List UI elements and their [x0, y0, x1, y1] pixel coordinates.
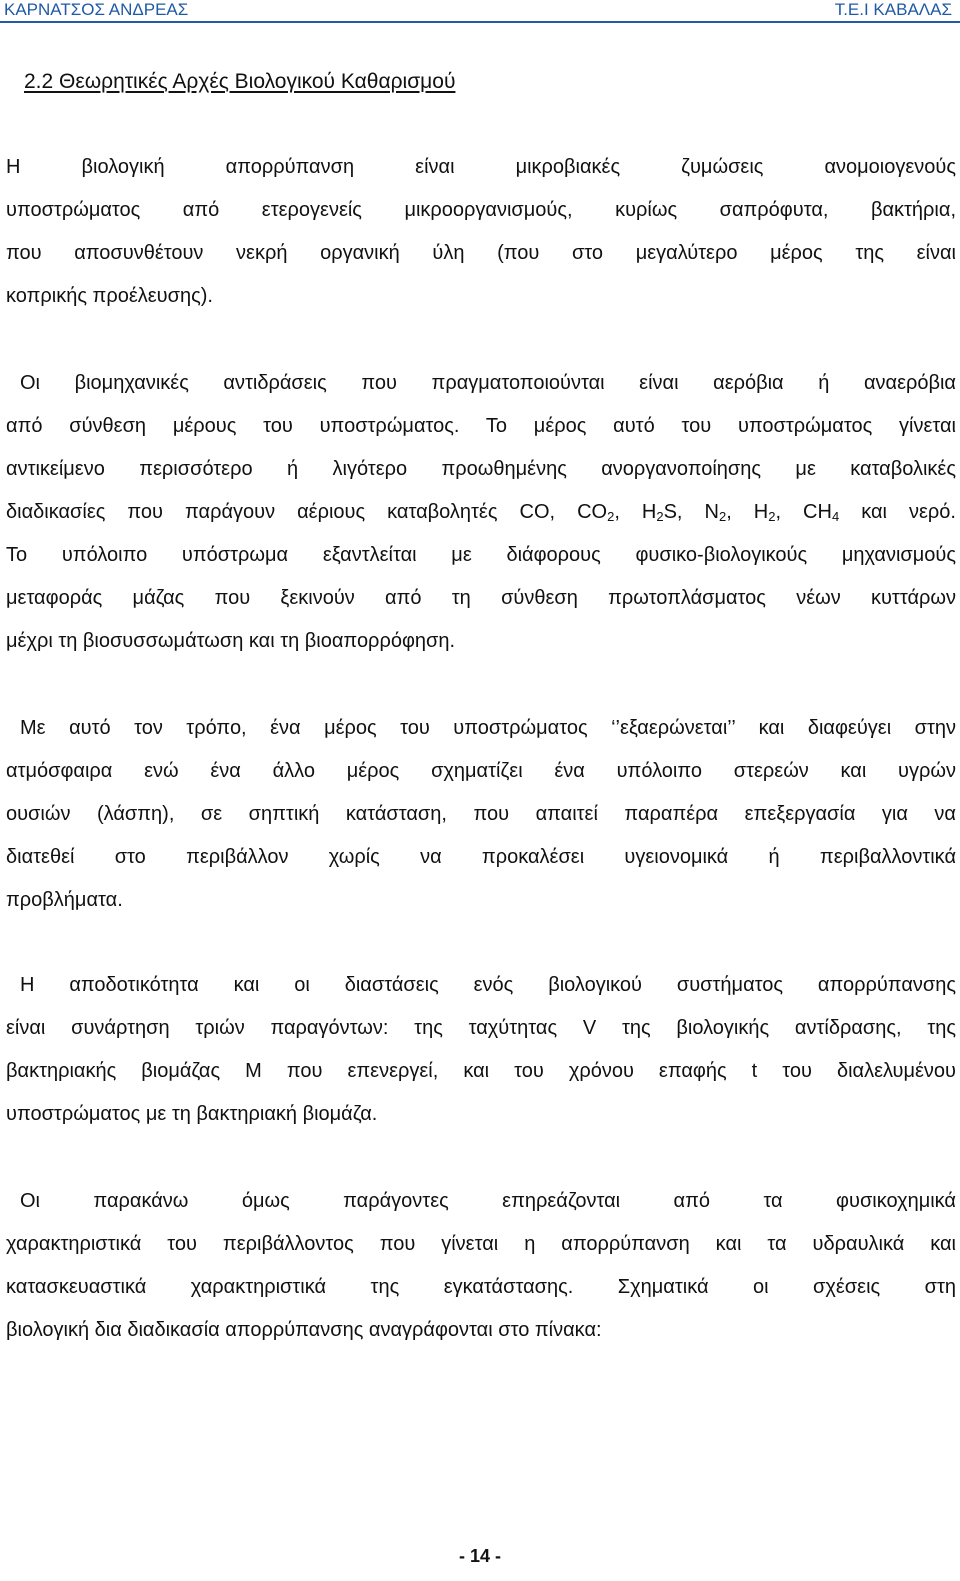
page-number-label: - 14 -: [458, 1546, 501, 1566]
text-line: Οι παρακάνω όμως παράγοντες επηρεάζονται από τα φυσικοχημικά: [20, 1190, 956, 1212]
section-title: 2.2 Θεωρητικές Αρχές Βιολογικού Καθαρισμού: [24, 70, 456, 93]
text-line: κοπρικής προέλευσης).: [6, 285, 213, 307]
header-institution: Τ.Ε.Ι ΚΑΒΑΛΑΣ: [834, 0, 952, 19]
text-line: υποστρώματος από ετερογενείς μικροοργανισμούς, κυρίως σαπρόφυτα, βακτήρια,: [6, 199, 956, 221]
text-line: βακτηριακής βιομάζας Μ που επενεργεί, και του χρόνου επαφής t του διαλελυμένου: [6, 1060, 956, 1082]
text-line: Η αποδοτικότητα και οι διαστάσεις ενός βιολογικού συστήματος απορρύπανσης: [20, 974, 956, 996]
text-line: βιολογική δια διαδικασία απορρύπανσης αναγράφονται στο πίνακα:: [6, 1319, 602, 1341]
text-line: μέχρι τη βιοσυσσωμάτωση και τη βιοαπορρόφηση.: [6, 630, 456, 652]
header-author: ΚΑΡΝΑΤΣΟΣ ΑΝΔΡΕΑΣ: [4, 0, 189, 19]
text-line: αντικείμενο περισσότερο ή λιγότερο προωθημένης ανοργανοποίησης με καταβολικές: [6, 458, 956, 480]
text-line: ατμόσφαιρα ενώ ένα άλλο μέρος σχηματίζει ένα υπόλοιπο στερεών και υγρών: [6, 760, 956, 782]
text-line: υποστρώματος με τη βακτηριακή βιομάζα.: [6, 1103, 378, 1125]
text-line: Με αυτό τον τρόπο, ένα μέρος του υποστρώματος ‘’εξαερώνεται’’ και διαφεύγει στην: [20, 717, 956, 739]
text-line: Η βιολογική απορρύπανση είναι μικροβιακές ζυμώσεις ανομοιογενούς: [6, 156, 956, 178]
text-line-formula: διαδικασίες που παράγουν αέριους καταβολητές CO, $CO_2$, $H_2S$, $N_2$, $H_2$, $CH_4$ και νερό.: [6, 501, 956, 524]
running-header: [0, 0, 960, 22]
text-line: κατασκευαστικά χαρακτηριστικά της εγκατάστασης. Σχηματικά οι σχέσεις στη: [6, 1276, 956, 1298]
text-line: που αποσυνθέτουν νεκρή οργανική ύλη (που στο μεγαλύτερο μέρος της είναι: [6, 242, 956, 264]
text-line: Οι βιομηχανικές αντιδράσεις που πραγματοποιούνται είναι αερόβια ή αναερόβια: [20, 372, 956, 394]
text-line: είναι συνάρτηση τριών παραγόντων: της ταχύτητας V της βιολογικής αντίδρασης, της: [6, 1017, 956, 1039]
text-line: προβλήματα.: [6, 889, 123, 911]
text-line: διατεθεί στο περιβάλλον χωρίς να προκαλέσει υγειονομικά ή περιβαλλοντικά: [6, 846, 956, 868]
text-line: χαρακτηριστικά του περιβάλλοντος που γίνεται η απορρύπανση και τα υδραυλικά και: [6, 1233, 956, 1255]
header-divider: [0, 21, 960, 23]
text-line: από σύνθεση μέρους του υποστρώματος. Το μέρος αυτό του υποστρώματος γίνεται: [6, 415, 956, 437]
page-number: [0, 1546, 960, 1567]
text-line: Το υπόλοιπο υπόστρωμα εξαντλείται με διάφορους φυσικο-βιολογικούς μηχανισμούς: [6, 544, 956, 566]
text-line: ουσιών (λάσπη), σε σηπτική κατάσταση, που απαιτεί παραπέρα επεξεργασία για να: [6, 803, 956, 825]
text-line: μεταφοράς μάζας που ξεκινούν από τη σύνθεση πρωτοπλάσματος νέων κυττάρων: [6, 587, 956, 609]
